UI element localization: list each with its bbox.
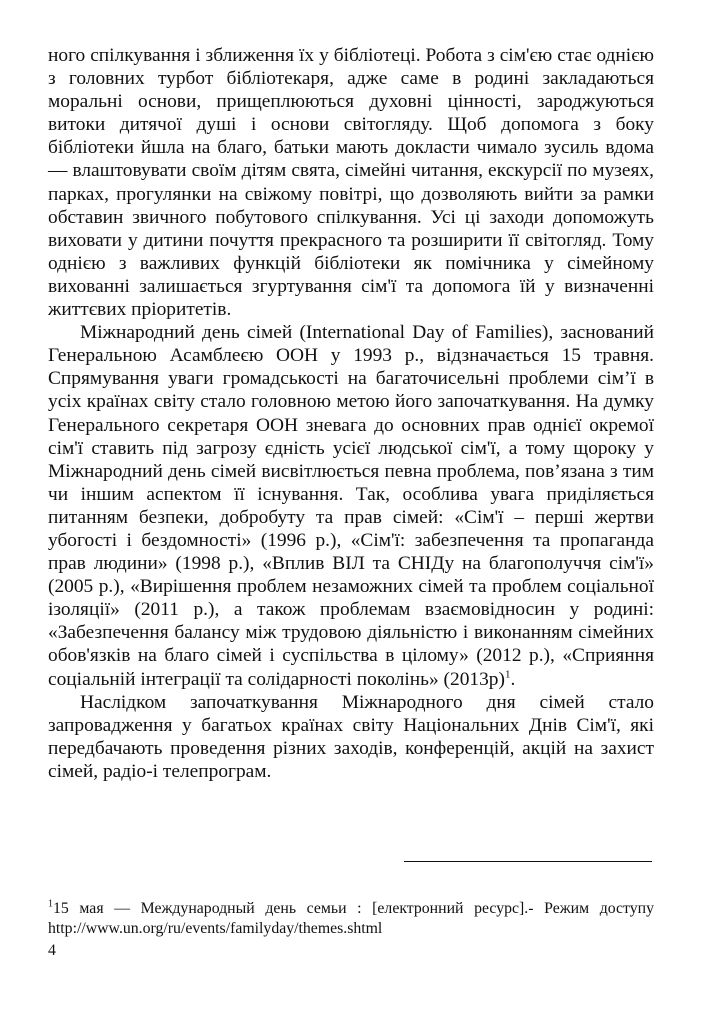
paragraph-1-text: ного спілкування і зближення їх у бібліотеці. Робота з сім'єю стає однією з головних турбот бібліотекаря, адже саме в родині закладаються моральні основи, прищеплюються духовні цінності, зароджуються витоки дитячої душі і основи світогляду. Щоб допомога з боку бібліотеки йшла на благо, батьки мають докласти чимало зусиль вдома — влаштовувати своїм дітям свята, сімейні читання, екскурсії по музеях, парках, прогулянки на свіжому повітрі, що дозволяють вийти за рамки обставин звичного побутового спілкування. Усі ці заходи допоможуть виховати у дитини почуття прекрасного та розширити її світогляд. Тому однією з важливих функцій бібліотеки як помічника у сімейному вихованні залишається згуртування сім'ї та допомога їй у визначенні життєвих пріоритетів. <box>48 45 654 321</box>
page-number: 4 <box>48 942 56 959</box>
paragraph-continuation <box>48 44 654 321</box>
paragraph-2-text: Міжнародний день сімей (International Day of Families), заснований Генеральною Асамблеєю ООН у 1993 р., відзначається 15 травня. Спрямування уваги громадськості на багаточисельні проблеми сім’ї в усіх країнах світу стало головною метою його започаткування. На думку Генерального секретаря ООН зневага до основних прав однієї окремої сім'ї ставить під загрозу єдність усієї людської сім'ї, а тому щороку у Міжнародний день сімей висвітлюється певна проблема, пов’язана з тим чи іншим аспектом її існування. Так, особлива увага приділяється питанням безпеки, добробуту та прав сімей: «Сім'ї – перші жертви убогості і бездомності» (1996 р.), «Сім'ї: забезпечення та пропаганда прав людини» (1998 р.), «Вплив ВІЛ та СНІДу на благополуччя сім'ї» (2005 р.), «Вирішення проблем незаможних сімей та проблем соціальної ізоляції» (2011 р.), а також проблемам взаємовідносин у родині: «Забезпечення балансу між трудовою діяльністю і виконанням сімейних обов'язків на благо сімей і суспільства в цілому» (2012 р.), «Сприяння соціальній інтеграції та солідарності поколінь» (2013р) <box>48 322 654 690</box>
footnote-text: 15 мая — Международный день семьи : [електронний ресурс].- Режим доступу http://www.un.org/ru/events/familyday/themes.shtml <box>48 900 654 937</box>
paragraph-consequence <box>48 691 654 783</box>
footnote <box>48 899 654 939</box>
footnote-reference[interactable]: 1 <box>504 668 511 681</box>
paragraph-3-text: Наслідком започаткування Міжнародного дня сімей стало запровадження у багатьох країнах світу Національних Днів Сім'ї, які передбачають проведення різних заходів, конференцій, акцій на захист сімей, радіо-і телепрограм. <box>48 691 654 782</box>
paragraph-families-day: Міжнародний день сімей (International Day of Families), заснований Генеральною Асамблеєю ООН у 1993 р., відзначається 15 травня. Спрямування уваги громадськості на багаточисельні проблеми сім’ї в усіх країнах світу стало головною метою його започаткування. На думку Генерального секретаря ООН зневага до основних прав однієї окремої сім'ї ставить під загрозу єдність усієї людської сім'ї, а тому щороку у Міжнародний день сімей висвітлюється певна проблема, пов’язана з тим чи іншим аспектом її існування. Так, особлива увага приділяється питанням безпеки, добробуту та прав сімей: «Сім'ї – перші жертви убогості і бездомності» (1996 р.), «Сім'ї: забезпечення та пропаганда прав людини» (1998 р.), «Вплив ВІЛ та СНІДу на благополуччя сім'ї» (2005 р.), «Вирішення проблем незаможних сімей та проблем соціальної ізоляції» (2011 р.), а також проблемам взаємовідносин у родині: «Забезпечення балансу між трудовою діяльністю і виконанням сімейних обов'язків на благо сімей і суспільства в цілому» (2012 р.), «Сприяння соціальній інтеграції та солідарності поколінь» (2013р)$^1$. <box>48 322 654 690</box>
page-body <box>48 44 654 783</box>
footnote-marker: 1 <box>48 898 53 910</box>
footnote-separator <box>404 861 652 862</box>
